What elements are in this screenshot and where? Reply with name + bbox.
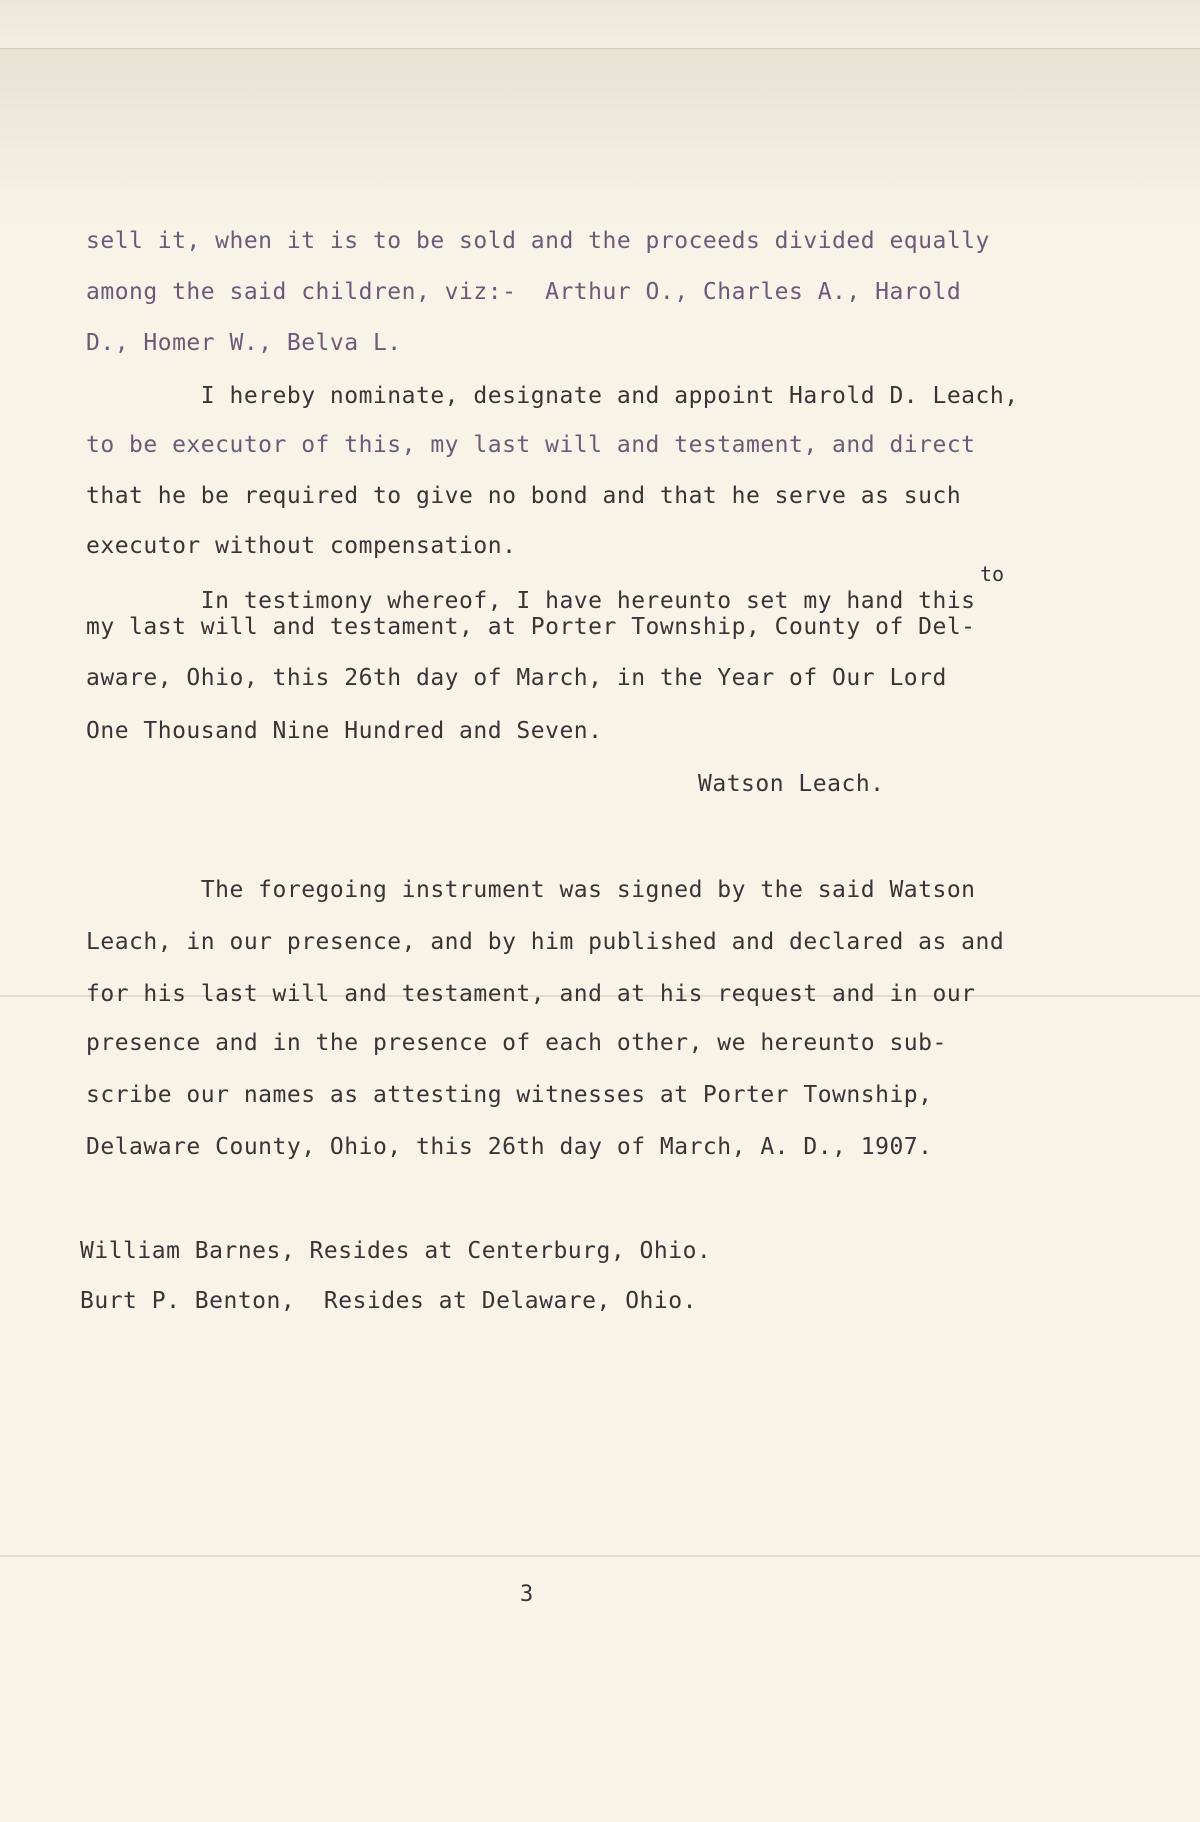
will-line-4: I hereby nominate, designate and appoint Harold D. Leach, [86, 383, 1019, 409]
will-line-2: among the said children, viz:- Arthur O., Charles A., Harold [86, 279, 962, 305]
will-line-1: sell it, when it is to be sold and the proceeds divided equally [86, 228, 990, 254]
will-line-6: that he be required to give no bond and that he serve as such [86, 483, 962, 509]
will-line-5: to be executor of this, my last will and testament, and direct [86, 432, 976, 458]
testator-signature: Watson Leach. [698, 771, 885, 797]
attestation-line-1: The foregoing instrument was signed by the said Watson [86, 877, 976, 903]
attestation-line-2: Leach, in our presence, and by him published and declared as and [86, 929, 1005, 955]
inserted-word: to [980, 562, 1005, 586]
will-line-10: aware, Ohio, this 26th day of March, in the Year of Our Lord [86, 665, 947, 691]
will-line-9: my last will and testament, at Porter Township, County of Del- [86, 614, 976, 640]
attestation-line-4: presence and in the presence of each other, we hereunto sub- [86, 1030, 947, 1056]
attestation-line-3: for his last will and testament, and at his request and in our [86, 981, 976, 1007]
will-line-8: In testimony whereof, I have hereunto set my hand this [86, 588, 976, 614]
will-line-11: One Thousand Nine Hundred and Seven. [86, 718, 603, 744]
attestation-line-5: scribe our names as attesting witnesses at Porter Township, [86, 1082, 933, 1108]
fold-line [0, 1555, 1200, 1557]
folded-top-edge [0, 0, 1200, 49]
attestation-line-6: Delaware County, Ohio, this 26th day of March, A. D., 1907. [86, 1134, 933, 1160]
witness-1: William Barnes, Resides at Centerburg, Ohio. [80, 1238, 712, 1264]
page-number: 3 [520, 1582, 534, 1607]
witness-2: Burt P. Benton, Resides at Delaware, Ohio. [80, 1288, 697, 1314]
paper-crease-shadow [0, 48, 1200, 228]
will-line-7: executor without compensation. [86, 533, 517, 559]
will-line-3: D., Homer W., Belva L. [86, 330, 402, 356]
